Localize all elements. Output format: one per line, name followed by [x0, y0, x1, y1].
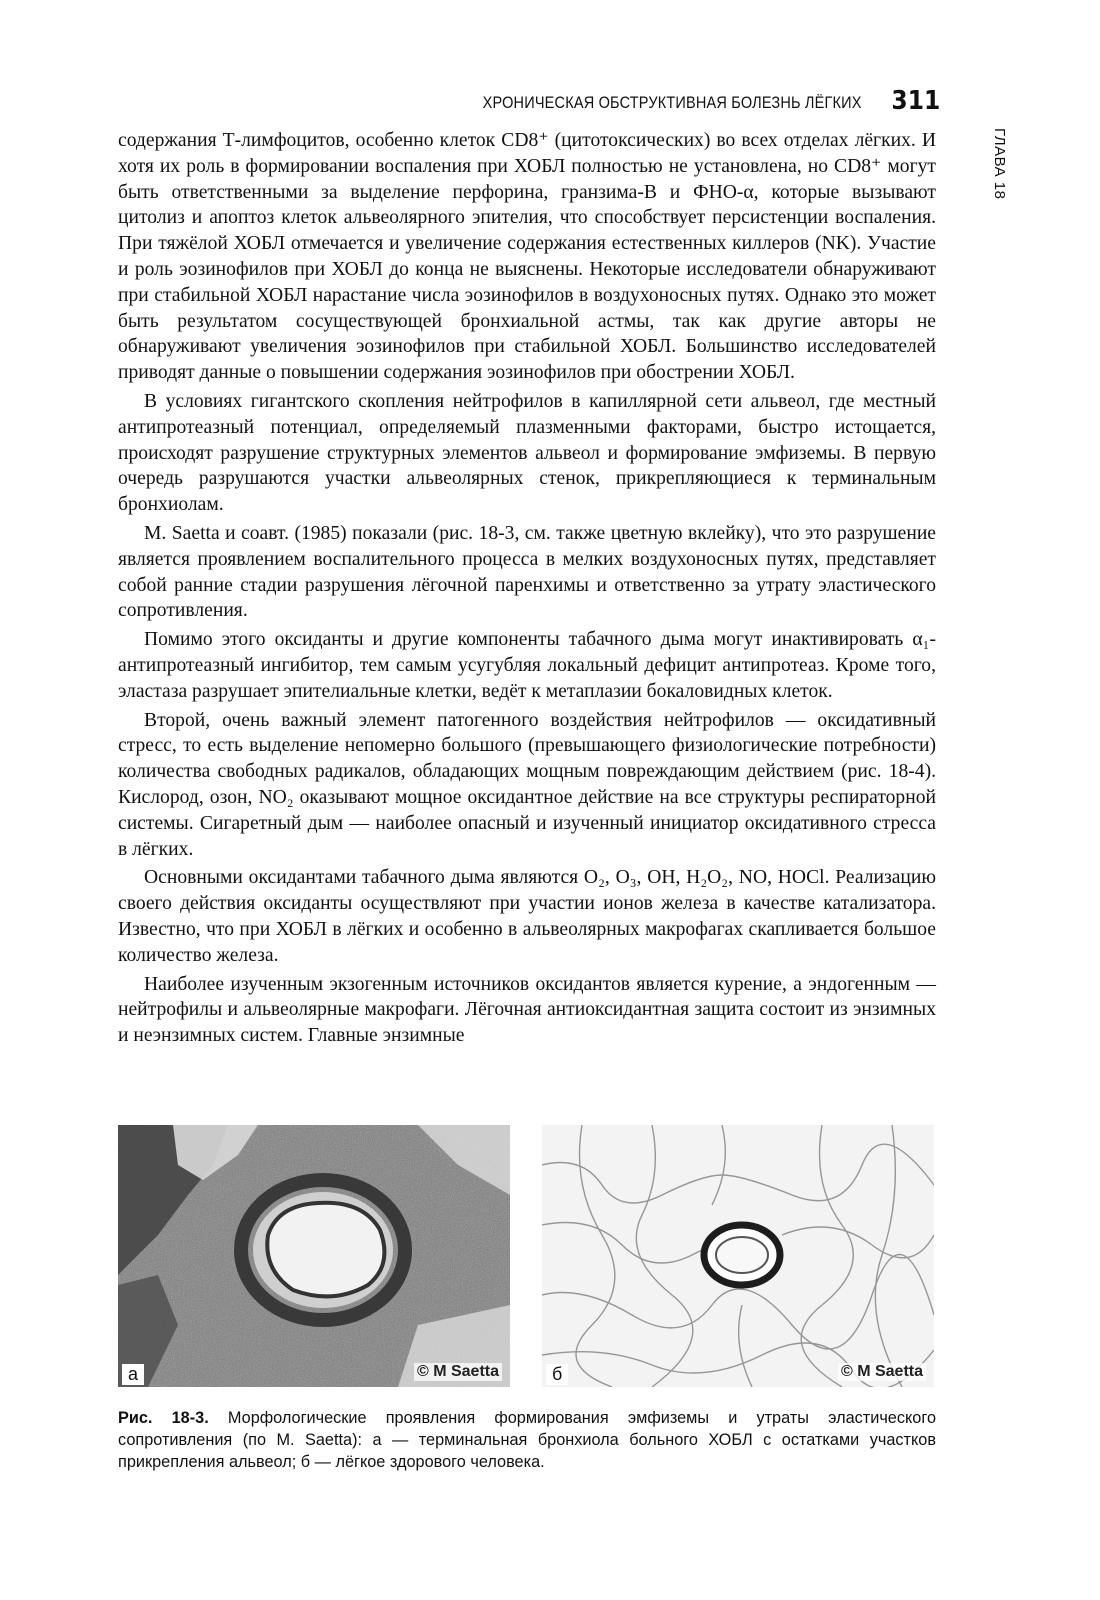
- figure-caption: [118, 1407, 936, 1473]
- paragraph-3: M. Saetta и соавт. (1985) показали (рис. 18-3, см. также цветную вклейку), что это разрушение является проявлением воспалительного процесса в мелких воздухоносных путях, представляет собой ранние стадии разрушения лёгочной паренхимы и ответственно за утрату эластического сопротивления.: [118, 522, 936, 622]
- paragraph-7: Наиболее изученным экзогенным источников оксидантов является курение, а эндогенным — нейтрофилы и альвеолярные макрофаги. Лёгочная антиоксидантная защита состоит из энзимных и неэнзимных систем. Главные энзимные: [118, 973, 936, 1047]
- panel-b-label: б: [546, 1364, 568, 1385]
- paragraph-1: содержания Т-лимфоцитов, особенно клеток CD8⁺ (цитотоксических) во всех отделах лёгких. И хотя их роль в формировании воспаления при ХОБЛ полностью не установлена, но CD8⁺ могут быть ответственными за выделение перфорина, гранзима-В и ФНО-α, которые вызывают цитолиз и апоптоз клеток альвеолярного эпителия, что способствует персистенции воспаления. При тяжёлой ХОБЛ отмечается и увеличение содержания естественных киллеров (NK). Участие и роль эозинофилов при ХОБЛ до конца не выяснены. Некоторые исследователи обнаруживают при стабильной ХОБЛ нарастание числа эозинофилов в воздухоносных путях. Однако это может быть результатом сосуществующей бронхиальной астмы, так как другие авторы не обнаруживают увеличения эозинофилов при стабильной ХОБЛ. Большинство исследователей приводят данные о повышении содержания эозинофилов при обострении ХОБЛ.: [118, 130, 936, 384]
- paragraph-5: Второй, очень важный элемент патогенного воздействия нейтрофилов — оксидативный стресс, то есть выделение непомерно большого (превышающего физиологические потребности) количества свободных радикалов, обладающих мощным повреждающим действием (рис. 18-4). Кислород, озон, NO₂ оказывают мощное оксидантное действие на все структуры респираторной системы. Сигаретный дым — наиболее опасный и изученный инициатор оксидативного стресса в лёгких.: [118, 709, 936, 860]
- paragraph-4: Помимо этого оксиданты и другие компоненты табачного дыма могут инактивировать α₁-антипротеазный ингибитор, тем самым усугубляя локальный дефицит антипротеаз. Кроме того, эластаза разрушает эпителиальные клетки, ведёт к метаплазии бокаловидных клеток.: [118, 629, 936, 702]
- chapter-side-tab: [984, 128, 1008, 212]
- panel-a-credit: © M Saetta: [414, 1363, 502, 1381]
- micrograph-panel-a: [118, 1125, 510, 1387]
- chapter-side-tab-label: ГЛАВА 18: [991, 128, 1008, 200]
- micrograph-panel-b: [542, 1125, 934, 1387]
- page-header: [118, 86, 940, 120]
- paragraph-6: Основными оксидантами табачного дыма являются O₂, O₃, OH, H₂O₂, NO, HOCl. Реализацию своего действия оксиданты осуществляют при участии ионов железа в качестве катализатора. Известно, что при ХОБЛ в лёгких и особенно в альвеолярных макрофагах скапливается большое количество железа.: [118, 867, 936, 966]
- figure-18-3: [118, 1125, 936, 1387]
- figure-caption-label: Рис. 18-3.: [118, 1409, 209, 1427]
- page-number: 311: [891, 86, 940, 116]
- micrograph-a-image: [118, 1125, 510, 1387]
- panel-a-label: а: [122, 1364, 144, 1385]
- micrograph-b-image: [542, 1125, 934, 1387]
- figure-caption-text: Морфологические проявления формирования эмфиземы и утраты эластического сопротивления (по M. Saetta): а — терминальная бронхиола больного ХОБЛ с остатками участков прикрепления альвеол; б — лёгкое здорового человека.: [118, 1409, 936, 1471]
- body-text: [118, 128, 936, 1049]
- running-title: ХРОНИЧЕСКАЯ ОБСТРУКТИВНАЯ БОЛЕЗНЬ ЛЁГКИХ: [483, 94, 862, 112]
- panel-b-credit: © M Saetta: [838, 1363, 926, 1381]
- paragraph-2: В условиях гигантского скопления нейтрофилов в капиллярной сети альвеол, где местный антипротеазный потенциал, определяемый плазменными факторами, быстро истощается, происходят разрушение структурных элементов альвеол и формирование эмфиземы. В первую очередь разрушаются участки альвеолярных стенок, прикрепляющиеся к терминальным бронхиолам.: [118, 390, 936, 516]
